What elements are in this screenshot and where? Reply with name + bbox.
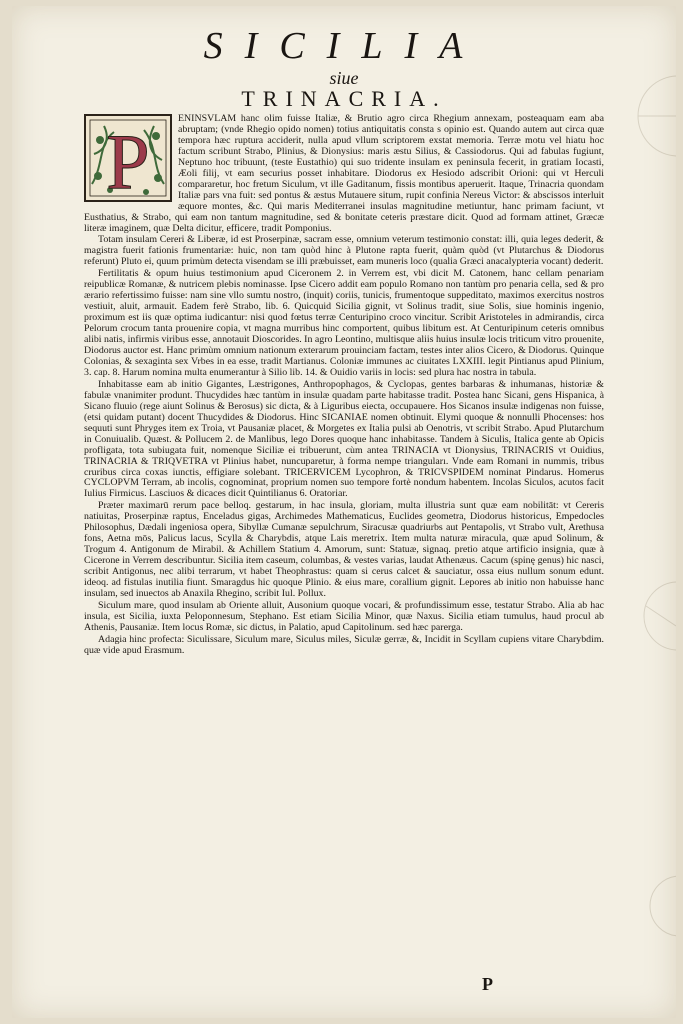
document-page <box>12 6 676 1018</box>
catchword: P <box>482 974 493 994</box>
paragraph-2: Totam insulam Cereri & Liberæ, id est Proserpinæ, sacram esse, omnium veterum testimonio constat: illi, quia leges dederit, & magistra fuerit fationis frumentariæ: huic, non tam quòd hinc à Plutone rapta fuerit, quàm quòd (vt Plutarchus & Diodorus referunt) Pluto ei, quum primùm detecta visendam se illi præbuisset, eam muneris loco (qualia Græci anacalypteria vocant) dederit. <box>84 234 604 268</box>
paragraph-7: Adagia hinc profecta: Siculissare, Siculum mare, Siculus miles, Siculæ gerræ, &, Incidit in Scyllam cupiens vitare Charybdim. quæ vide apud Erasmum. <box>84 633 604 656</box>
map-bleedthrough-icon <box>616 6 676 1018</box>
paragraph-6: Siculum mare, quod insulam ab Oriente alluit, Ausonium quoque vocari, & profundissimum esse, testatur Strabo. Alia ab hac insula, est Sicilia, iuxta Peloponnesum, Stephano. Est etiam Sicilia Minor, quæ Naxus. Sicilia etiam tumulus, haud procul ab Athenis, Pausaniæ. Item locus Romæ, sic dictus, in Palatio, apud Capitolinum. sed hæc parerga. <box>84 599 604 633</box>
body-text <box>84 114 604 994</box>
paragraph-3: Fertilitatis & opum huius testimonium apud Ciceronem 2. in Verrem est, vbi dicit M. Catonem, hanc cellam penariam reipublicæ Romanæ, & nutricem plebis nominasse. Ipse Cicero addit eam populo Romano non tantùm pro penaria cella, sed & pro ærario refertissimo fuisse: nam sine vllo sumtu nostro, (inquit) coriis, tunicis, frumentoque suppeditato, maximos exercitus nostros vestiuit, aluit, armauit. Eadem ferè Strabo, lib. 6. Quicquid Sicilia gignit, vt Solinus tradit, siue Solis, siue hominis ingenio, proximum est iis quæ optima iudicantur: nisi quod fœtus terræ Centuripino croco vincitur. Scribit Aristoteles in admirandis, circa Pelorum crocum tanta prouenire copia, vt magna murribus hinc comportent, quibus libitum est. At Centuripinum ceteris omnibus alibi natis, infirmis viribus esse, annotauit Dioscorides. In agro Leontino, multisque aliis huius insulæ locis triticum vitro prouenite, Diodorus auctor est. Hanc primùm omnium nationum exterarum prouinciam factam, testes inter alios Cicero, & Diodorus. Quinque Colonias, & sexaginta sex Vrbes in ea esse, tradit Martianus. Coloniæ immunes ac ciuitates LXXIII. legit Pintianus apud Plinium, 3. cap. 8. Harum nomina multa enumerantur à Silio lib. 14. & Ouidio variis in locis: sed plura hac nostra in tabula. <box>84 268 604 378</box>
svg-text:P: P <box>106 118 150 202</box>
page-subtitle-connector: siue <box>329 68 359 88</box>
paragraph-4: Inhabitasse eam ab initio Gigantes, Læstrigones, Anthropophagos, & Cyclopas, gentes barbaras & inhumanas, historiæ & fabulæ vnanimiter produnt. Thucydides hæc tantùm in insulæ quadam parte habitasse tradit. Postea hanc Sicani, gens Hispanica, à Sicano fluuio (rege aiunt Solinus & Berosus) sic dicta, & à Liguribus eiecta, occupauere. Hos Sicanos insulæ indigenas non fuisse, (etsi quidam putant) docent Thucydides & Diodorus. Hinc SICANIAE nomen obtinuit. Elymi quoque & nonnulli Phocenses: hos sequuti sunt Phryges item ex Troia, vt Pausaniæ placet, & Morgetes ex Italia pulsi ab Oenotris, vt scribit Strabo. Apud Plutarchum in Conuiualib. Quæst. & Pollucem 2. de Manlibus, lego Dores quoque hanc inhabitasse. Tandem à Siculis, Italica gente ab Opicis profligata, tota subiugata fuit, nomenque Siciliæ ei tribuerunt, cùm antea TRINACIA vt Dionysius, TRINACRIS vt Ouidius, TRINACRIA & TRIQVETRA vt Plinius habet, nuncuparetur, à forma nempe trianguları. Vnde eam Romani in nummis, tribus cruribus circa coxas iunctis, effigiare solebant. TRICERVICEM Lycophron, & TRICVSPIDEM nominat Pindarus. Homerus CYCLOPVM Terram, ab incolis, cognominat, proprium nomen suo tempore fortè nondum habentem. Incolas Siculos, acutos facit Iulius Firmicus. Lasciuos & dicaces dicit Quintilianus 6. Oratoriar. <box>84 378 604 500</box>
page-title: SICILIA <box>203 25 485 67</box>
paragraph-5: Præter maximarū rerum pace belloq. gestarum, in hac insula, gloriam, multa illustria sunt quæ eam nobilitāt: vt Cereris natiuitas, Proserpinæ raptus, Enceladus gigas, Archimedes Mathematicus, Euclides geometra, Diodorus historicus, Empedocles Philosophus, Dædali ingeniosa opera, Sibyllæ Cumanæ sepulchrum, Siracusæ quadriurbs aut Pentapolis, vt Strabo vult, Arethusa fons, Aetna mōs, Palicus lacus, Scylla & Charybdis, atque Lais meretrix. Item multa naturæ miracula, quæ apud Solinum, & Trogum 4. Antigonum de Mirabil. & Achillem Statium 4. Amorum, sunt: Statuæ, signaq. pretio atque artificio insignia, quæ à Cicerone in Verrem describuntur. Sicilia item caseum, columbas, & vestes varias, laudat Athenæus. Cacum (spinę genus) hic nasci, scribit Antigonus, nec alibi terrarum, vt habet Theophrastus: quam si cerus calcet & sauciatur, ossa eius nullum sonum edunt. ideoq. ad fistulas inutilia fiunt. Smaragdus hic quoque Plinio. & eius mare, corallium gignit. Lepores ab initio non habuisse hanc insulam, sed inuectos ab Anaxila Rhegino, scribit Iul. Pollux. <box>84 500 604 599</box>
paragraph-1: ENINSVLAM hanc olim fuisse Italiæ, & Brutio agro circa Rhegium annexam, posteaquam eam aba abruptam; (vnde Rhegio opido nomen) totius antiquitatis consta s opinio est. Quando autem aut circa quæ tempora hæc ruptura acciderit, nulla apud vllum scriptorem exstat memoria. Terræ motu vel hiatu hoc factum scribunt Strabo, Plinius, & Dionysius: maris æstu Silius, & Cassiodorus. Qui ad fabulas fugiunt, Neptuno hoc tribuunt, (teste Eustathio) qui suo tridente insulam ex peninsula fecerit, in gratiam Iocasti, Æoli filij, vt eam securius posset inhabitare. Diodorus ex Hesiodo adscribit Orioni: qui vt Herculi compararetur, hoc fretum Siculum, vt ille Gaditanum, fissis montibus aperuerit. Itaque, Trinacria quondam Italiæ pars vna fuit: sed pontus & æstus Mutauere situm, rupit confinia Nereus Victor: & abscissos interluit æquore montes, &c. Qui maris Mediterranei insulas magnitudine metiuntur, hanc primam faciunt, vt Eusthatius, & Strabo, qui eam non tantum magnitudine, sed & bonitate ceteris præstare dicit. Quod ad formam attinet, Græcæ literæ imaginem, quæ Delta dicitur, efficere, tradit Pomponius. <box>84 114 604 234</box>
decorated-initial-p-icon <box>84 114 172 202</box>
page-title-alternate: TRINACRIA. <box>241 86 447 111</box>
